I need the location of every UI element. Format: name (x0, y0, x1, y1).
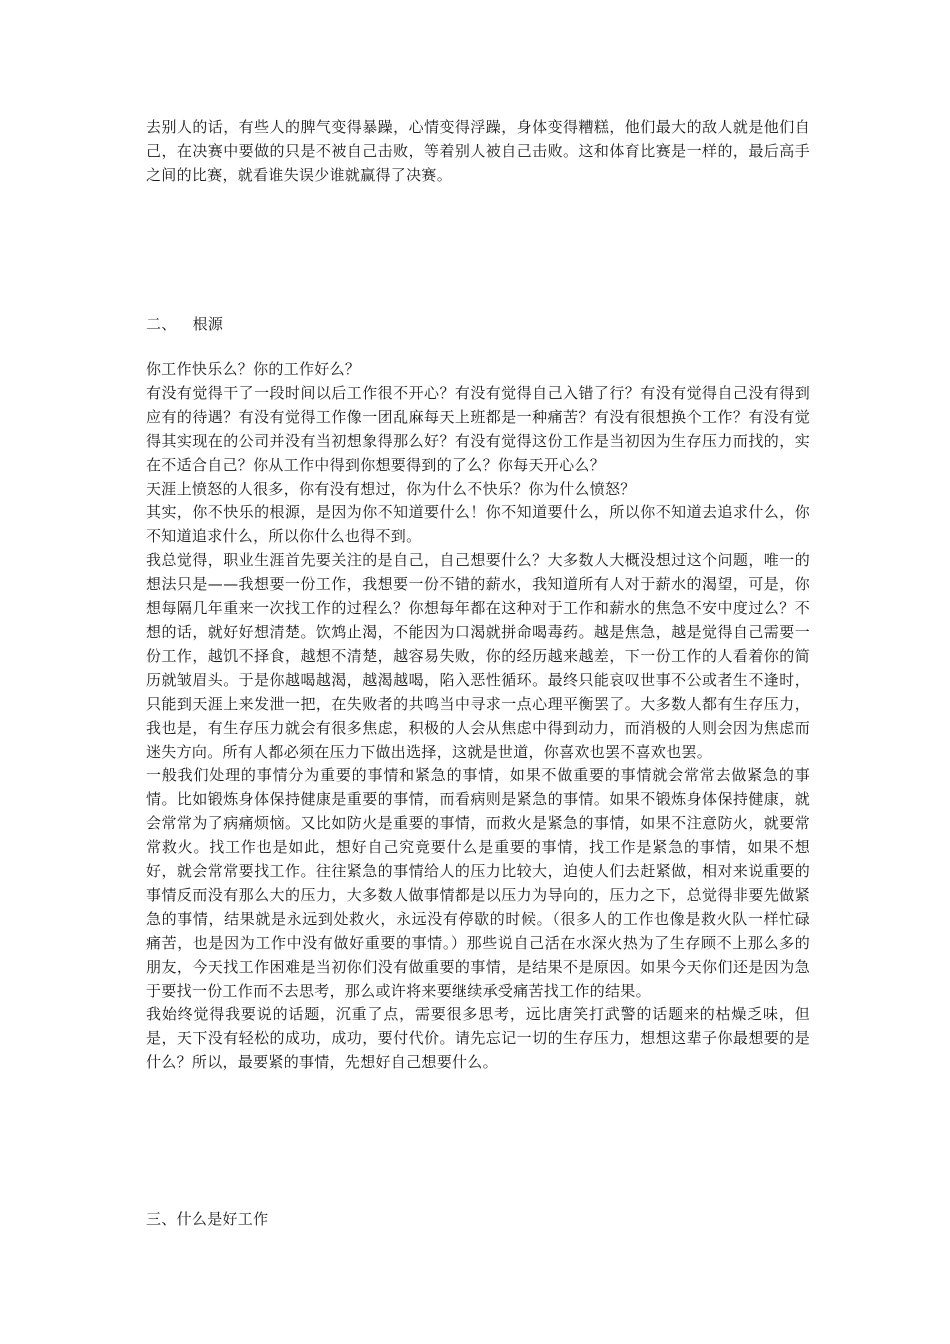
paragraph: 我总觉得，职业生涯首先要关注的是自己，自己想要什么？大多数人大概没想过这个问题，唯一的想法只是——我想要一份工作，我想要一份不错的薪水，我知道所有人对于薪水的渴望，可是，你想每隔几年重来一次找工作的过程么？你想每年都在这种对于工作和薪水的焦急不安中度过么？不想的话，就好好想清楚。饮鸩止渴，不能因为口渴就拼命喝毒药。越是焦急，越是觉得自己需要一份工作，越饥不择食，越想不清楚，越容易失败，你的经历越来越差，下一份工作的人看着你的简历就皱眉头。于是你越喝越渴，越渴越喝，陷入恶性循环。最终只能哀叹世事不公或者生不逢时，只能到天涯上来发泄一把，在失败者的共鸣当中寻求一点心理平衡罢了。大多数人都有生存压力，我也是，有生存压力就会有很多焦虑，积极的人会从焦虑中得到动力，而消极的人则会因为焦虑而迷失方向。所有人都必须在压力下做出选择，这就是世道，你喜欢也罢不喜欢也罢。 (146, 551, 810, 761)
paragraph: 其实，你不快乐的根源，是因为你不知道要什么！你不知道要什么，所以你不知道去追求什么，你不知道追求什么，所以你什么也得不到。 (146, 503, 810, 546)
intro-paragraph (146, 116, 810, 188)
intro-text: 去别人的话，有些人的脾气变得暴躁，心情变得浮躁，身体变得糟糕，他们最大的敌人就是他们自己，在决赛中要做的只是不被自己击败，等着别人被自己击败。这和体育比赛是一样的，最后高手之间的比赛，就看谁失误少谁就赢得了决赛。 (146, 118, 810, 184)
paragraph: 有没有觉得干了一段时间以后工作很不开心？有没有觉得自己入错了行？有没有觉得自己没有得到应有的待遇？有没有觉得工作像一团乱麻每天上班都是一种痛苦？有没有很想换个工作？有没有觉得其实现在的公司并没有当初想象得那么好？有没有觉得这份工作是当初因为生存压力而找的，实在不适合自己？你从工作中得到你想要得到的了么？你每天开心么？ (146, 383, 810, 474)
section-heading-3 (146, 1207, 268, 1231)
section-heading-2 (146, 312, 223, 336)
section-number: 二、 (146, 315, 177, 333)
section-body-2 (146, 358, 810, 1075)
section-title: 根源 (192, 315, 224, 333)
paragraph: 一般我们处理的事情分为重要的事情和紧急的事情，如果不做重要的事情就会常常去做紧急的事情。比如锻炼身体保持健康是重要的事情，而看病则是紧急的事情。如果不锻炼身体保持健康，就会常常为了病痛烦恼。又比如防火是重要的事情，而救火是紧急的事情，如果不注意防火，就要常常救火。找工作也是如此，想好自己究竟要什么是重要的事情，找工作是紧急的事情，如果不想好，就会常常要找工作。往往紧急的事情给人的压力比较大，迫使人们去赶紧做，相对来说重要的事情反而没有那么大的压力，大多数人做事情都是以压力为导向的，压力之下，总觉得非要先做紧急的事情，结果就是永远到处救火，永远没有停歇的时候。（很多人的工作也像是救火队一样忙碌痛苦，也是因为工作中没有做好重要的事情。）那些说自己活在水深火热为了生存顾不上那么多的朋友，今天找工作困难是当初你们没有做重要的事情，是结果不是原因。如果今天你们还是因为急于要找一份工作而不去思考，那么或许将来要继续承受痛苦找工作的结果。 (146, 766, 810, 1000)
paragraph: 你工作快乐么？你的工作好么？ (146, 360, 361, 378)
paragraph: 我始终觉得我要说的话题，沉重了点，需要很多思考，远比唐笑打武警的话题来的枯燥乏味，但是，天下没有轻松的成功，成功，要付代价。请先忘记一切的生存压力，想想这辈子你最想要的是什么？所以，最要紧的事情，先想好自己想要什么。 (146, 1005, 810, 1072)
section-title: 三、什么是好工作 (146, 1210, 269, 1228)
paragraph: 天涯上愤怒的人很多，你有没有想过，你为什么不快乐？你为什么愤怒？ (146, 479, 636, 498)
